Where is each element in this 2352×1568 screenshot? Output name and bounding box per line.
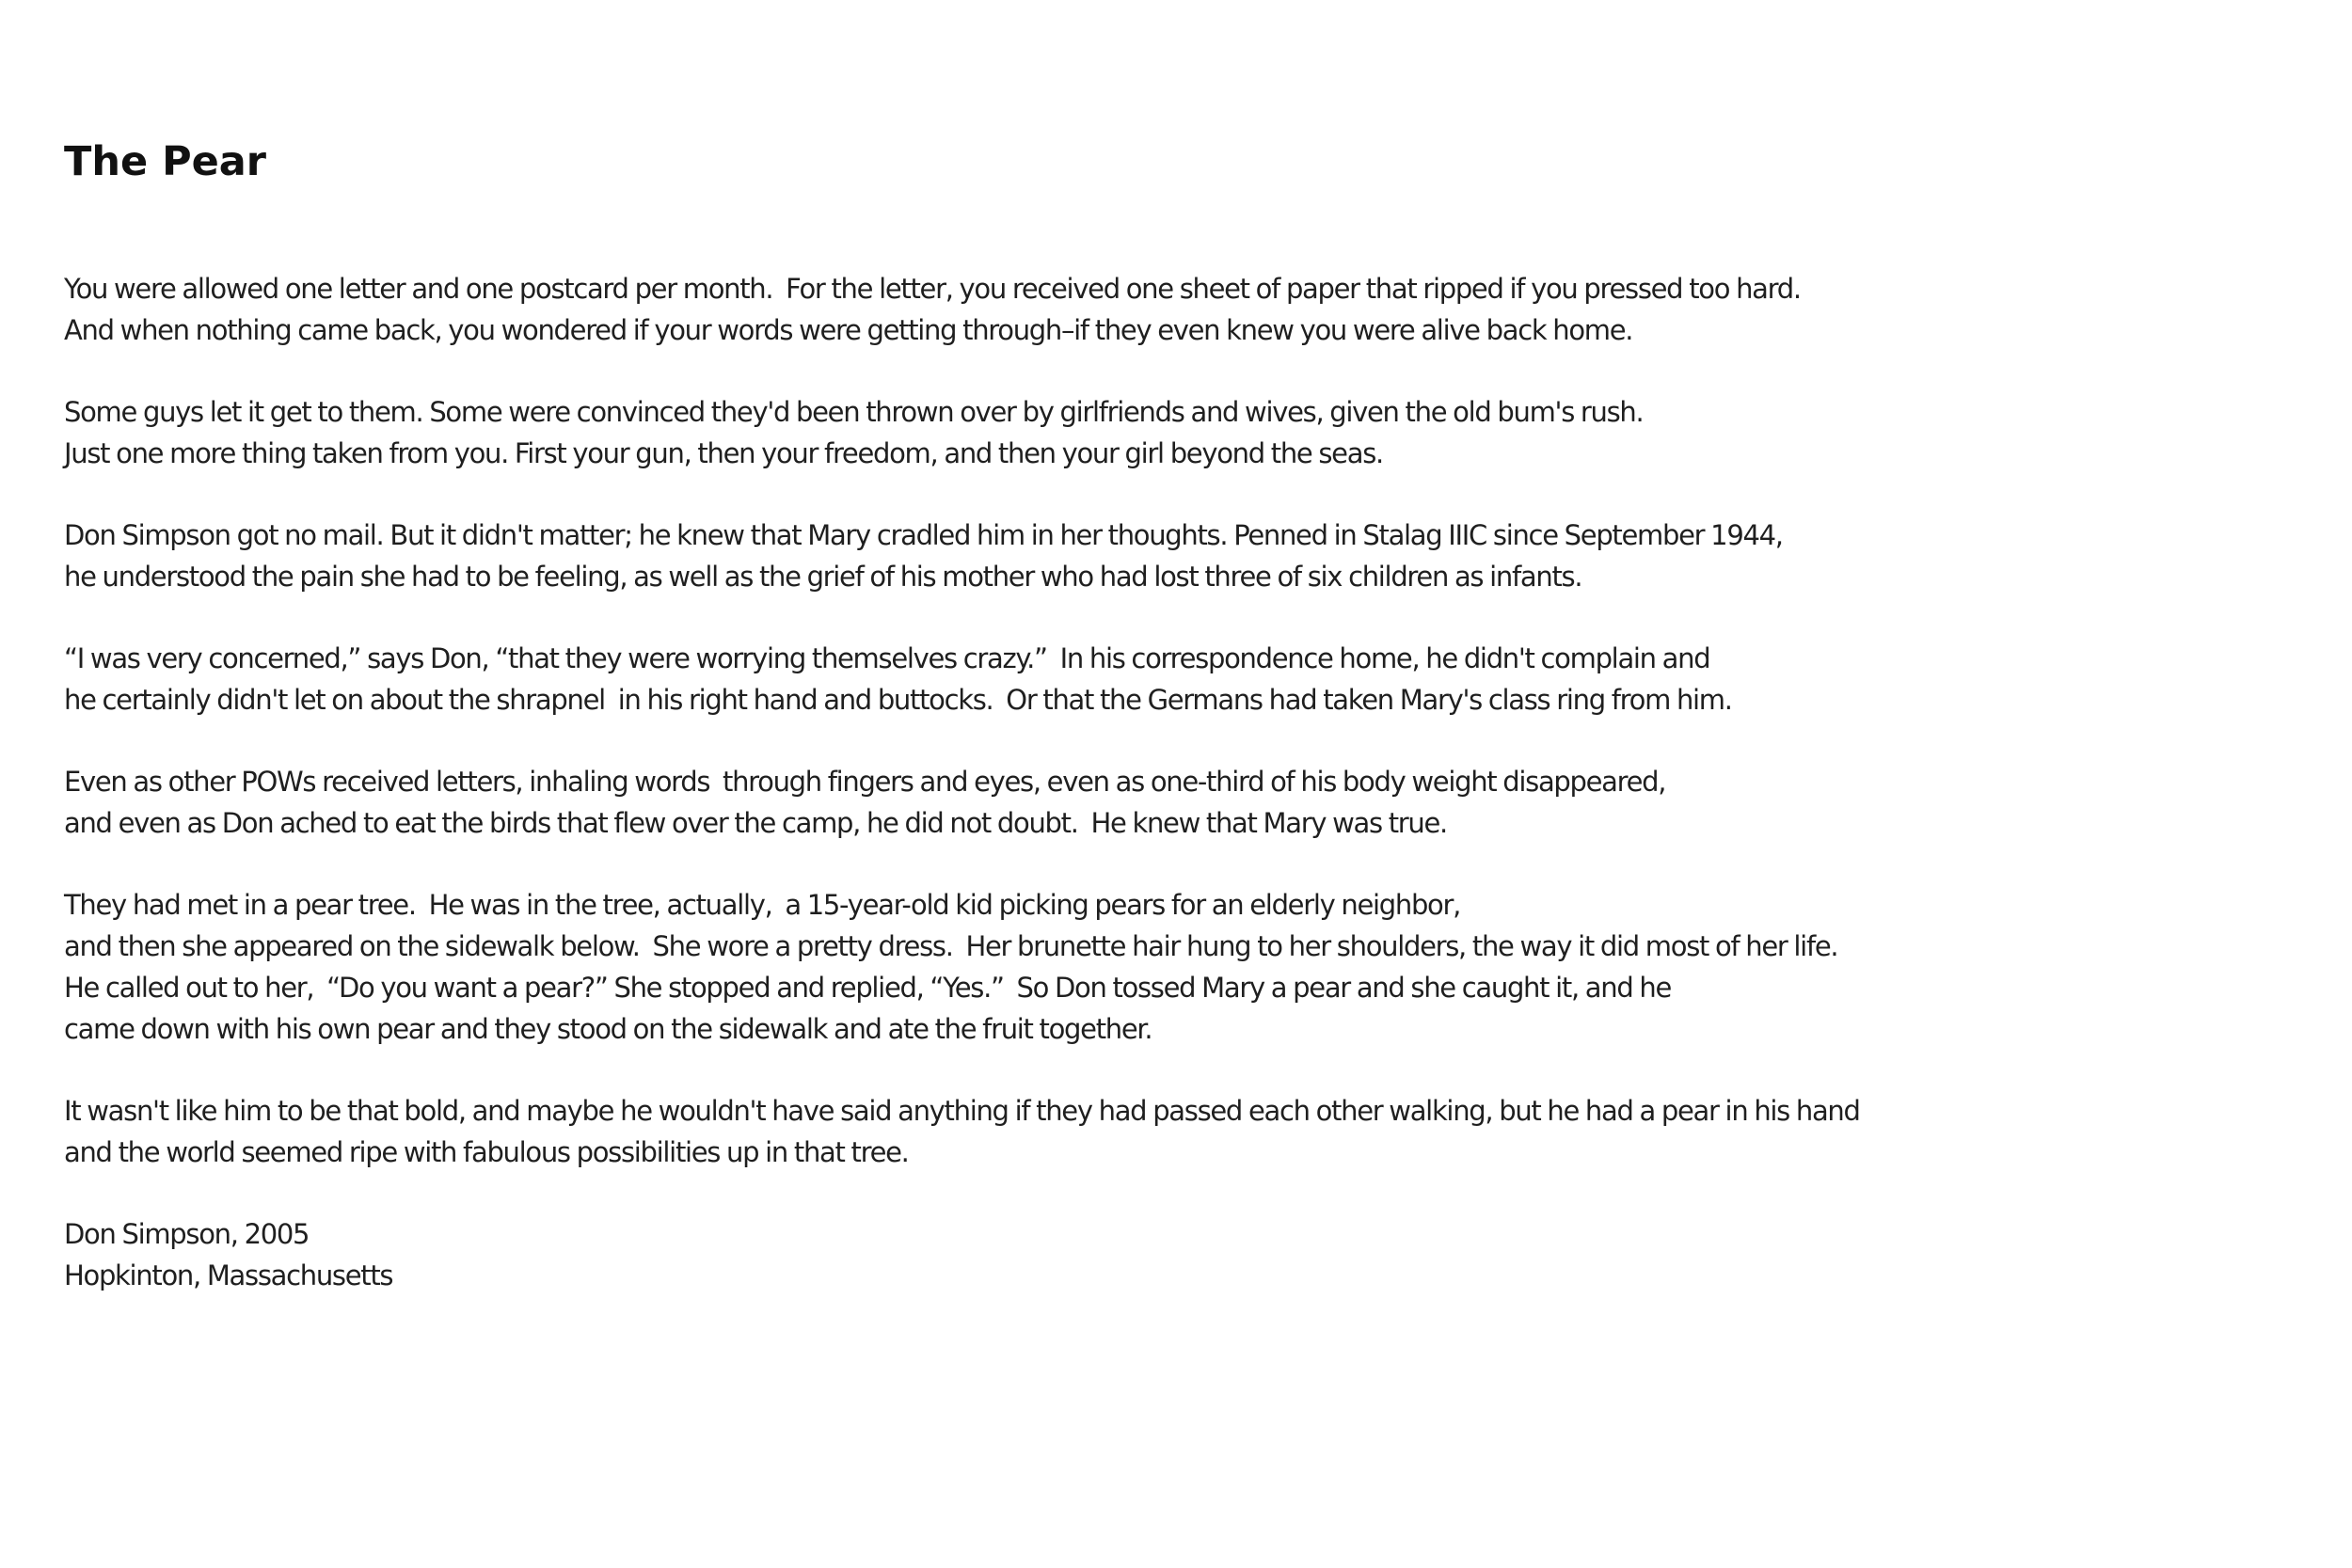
text-line: It wasn't like him to be that bold, and maybe he wouldn't have said anything if they had passed each other walking, but he had a pear in his hand <box>64 1095 1860 1127</box>
paragraph-no-mail <box>64 515 2303 597</box>
text-line: and even as Don ached to eat the birds that flew over the camp, he did not doubt. He knew that Mary was true. <box>64 807 1447 839</box>
text-line: and then she appeared on the sidewalk below. She wore a pretty dress. Her brunette hair hung to her shoulders, the way it did most of her life. <box>64 930 1838 962</box>
text-line: he understood the pain she had to be feeling, as well as the grief of his mother who had lost three of six children as infants. <box>64 561 1582 593</box>
text-line: “I was very concerned,” says Don, “that they were worrying themselves crazy.” In his correspondence home, he didn't complain and <box>64 642 1710 674</box>
text-line: came down with his own pear and they stood on the sidewalk and ate the fruit together. <box>64 1013 1152 1045</box>
text-line: You were allowed one letter and one postcard per month. For the letter, you received one sheet of paper that ripped if you pressed too hard. <box>64 273 1801 305</box>
text-line: Even as other POWs received letters, inhaling words through fingers and eyes, even as one-third of his body weight disappeared, <box>64 766 1666 798</box>
document-body <box>64 268 2303 1337</box>
text-line: Some guys let it get to them. Some were convinced they'd been thrown over by girlfriends and wives, given the old bum's rush. <box>64 396 1644 428</box>
text-line: Don Simpson got no mail. But it didn't matter; he knew that Mary cradled him in her thoughts. Penned in Stalag IIIC since September 1944, <box>64 519 1783 551</box>
text-line: They had met in a pear tree. He was in the tree, actually, a 15-year-old kid picking pears for an elderly neighbor, <box>64 889 1461 921</box>
paragraph-guys <box>64 391 2303 474</box>
text-line: and the world seemed ripe with fabulous possibilities up in that tree. <box>64 1136 909 1168</box>
text-line: Just one more thing taken from you. First your gun, then your freedom, and then your girl beyond the seas. <box>64 437 1383 469</box>
paragraph-letters <box>64 268 2303 351</box>
paragraph-pear-tree <box>64 884 2303 1050</box>
location-line: Hopkinton, Massachusetts <box>64 1259 393 1291</box>
paragraph-concerned <box>64 638 2303 721</box>
text-line: he certainly didn't let on about the shrapnel in his right hand and buttocks. Or that the Germans had taken Mary's class ring from him. <box>64 684 1732 716</box>
signature-block <box>64 1213 2303 1296</box>
paragraph-other-pows <box>64 761 2303 844</box>
paragraph-bold <box>64 1090 2303 1173</box>
page-title: The Pear <box>64 138 266 185</box>
text-line: He called out to her, “Do you want a pear?” She stopped and replied, “Yes.” So Don tossed Mary a pear and she caught it, and he <box>64 972 1671 1004</box>
text-line: And when nothing came back, you wondered if your words were getting through–if they even knew you were alive back home. <box>64 314 1633 346</box>
author-line: Don Simpson, 2005 <box>64 1218 310 1250</box>
